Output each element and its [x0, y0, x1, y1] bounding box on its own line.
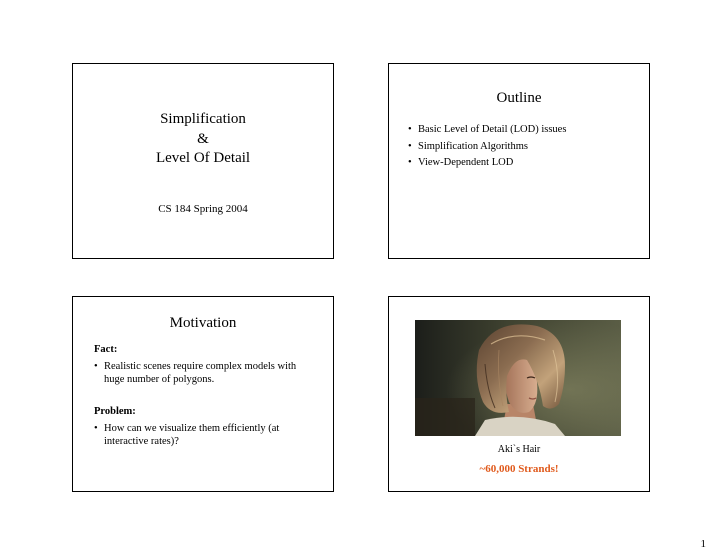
problem-list: [94, 422, 319, 448]
fact-label: Fact:: [94, 344, 118, 355]
slide-outline: [388, 63, 650, 259]
portrait-illustration: [415, 320, 621, 436]
course-subtitle: CS 184 Spring 2004: [158, 203, 248, 215]
page-number: 1: [700, 538, 706, 550]
character-portrait-image: [415, 320, 621, 436]
outline-item: • Simplification Algorithms: [408, 139, 566, 156]
slide-title-heading: [73, 110, 333, 169]
title-line: Simplification: [160, 111, 246, 127]
problem-label: Problem:: [94, 406, 136, 417]
title-line: Level Of Detail: [155, 150, 251, 166]
problem-item: • How can we visualize them efficiently (at interactive rates)?: [94, 422, 319, 448]
motivation-heading: Motivation: [169, 315, 237, 331]
outline-item: • Basic Level of Detail (LOD) issues: [408, 122, 566, 139]
slide-hair: [388, 296, 650, 492]
slide-title: [72, 63, 334, 259]
outline-item: • View-Dependent LOD: [408, 155, 566, 172]
outline-heading: Outline: [496, 90, 542, 106]
strand-count-highlight: ~60,000 Strands!: [479, 463, 559, 475]
outline-list: [408, 122, 566, 172]
photo-caption: Aki`s Hair: [497, 444, 541, 455]
fact-section: [94, 343, 319, 386]
title-line: &: [197, 130, 209, 147]
fact-list: [94, 360, 319, 386]
slide-motivation: [72, 296, 334, 492]
fact-item: • Realistic scenes require complex models with huge number of polygons.: [94, 360, 319, 386]
problem-section: [94, 405, 319, 448]
